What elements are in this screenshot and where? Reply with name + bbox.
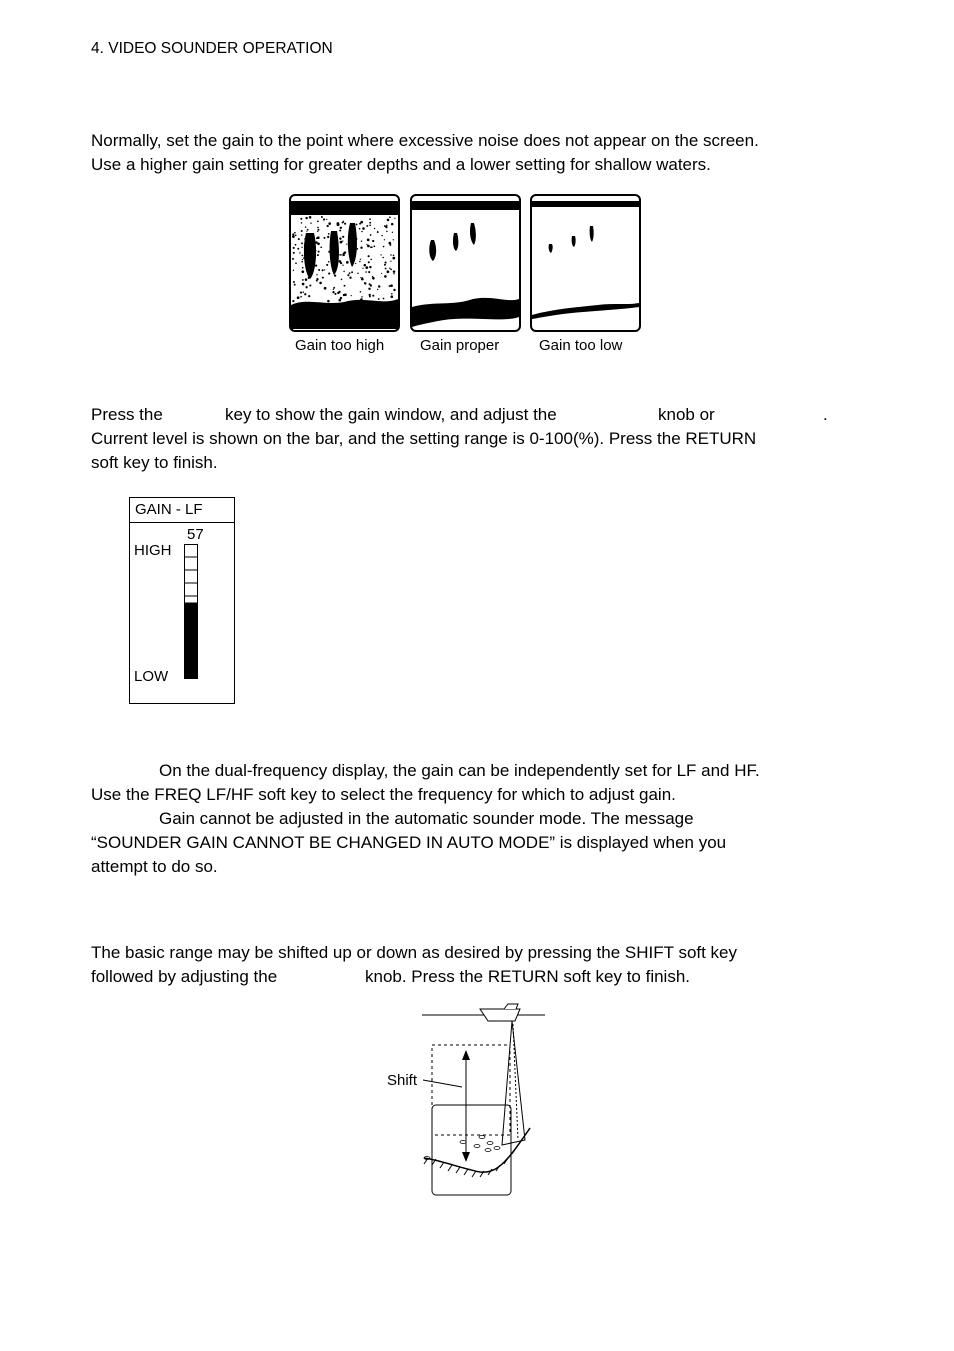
note-line-4: “SOUNDER GAIN CANNOT BE CHANGED IN AUTO MODE” is displayed when you: [91, 833, 727, 852]
procedure-text-a: Press the: [91, 405, 163, 424]
shift-diagram-label: Shift: [387, 1072, 418, 1089]
gain-low-label: LOW: [134, 668, 169, 685]
shift-diagram: [380, 1000, 550, 1200]
procedure-line-3: soft key to finish.: [91, 453, 218, 472]
procedure-text-d: .: [823, 405, 828, 424]
procedure-line-2: Current level is shown on the bar, and the setting range is 0-100(%). Press the RETURN: [91, 429, 757, 448]
shift-line-2b: knob. Press the RETURN soft key to finish.: [365, 967, 691, 986]
intro-line-2: Use a higher gain setting for greater depths and a lower setting for shallow waters.: [91, 155, 711, 175]
screen-gain-proper: [411, 195, 520, 331]
caption-gain-too-low: Gain too low: [539, 337, 623, 354]
procedure-text-b: key to show the gain window, and adjust the: [225, 405, 557, 424]
screen-gain-too-low: [531, 195, 640, 331]
note-line-1: On the dual-frequency display, the gain can be independently set for LF and HF.: [159, 761, 760, 780]
note-line-5: attempt to do so.: [91, 857, 218, 876]
gain-window: [129, 497, 235, 704]
caption-gain-too-high: Gain too high: [295, 337, 385, 354]
note-line-3: Gain cannot be adjusted in the automatic sounder mode. The message: [159, 809, 694, 828]
caption-gain-proper: Gain proper: [420, 337, 500, 354]
section-header: 4. VIDEO SOUNDER OPERATION: [91, 40, 333, 57]
note-line-2: Use the FREQ LF/HF soft key to select the frequency for which to adjust gain.: [91, 785, 676, 804]
gain-high-label: HIGH: [134, 542, 172, 559]
fish-icon: [424, 1136, 500, 1160]
gain-value: 57: [187, 526, 204, 543]
boat-icon: [480, 1009, 520, 1021]
gain-examples-illustration: [288, 193, 643, 335]
gain-window-title: GAIN - LF: [130, 498, 234, 523]
shift-line-1: The basic range may be shifted up or down as desired by pressing the SHIFT soft key: [91, 943, 738, 962]
shift-line-2a: followed by adjusting the: [91, 967, 278, 986]
intro-line-1: Normally, set the gain to the point where excessive noise does not appear on the screen.: [91, 131, 759, 150]
intro-paragraph: [91, 129, 759, 178]
procedure-text-c: knob or: [658, 405, 715, 424]
gain-level-bar: [184, 544, 200, 682]
screen-gain-too-high: [290, 195, 399, 331]
gain-level-fill: [185, 603, 198, 679]
procedure-line-1: [91, 403, 163, 427]
